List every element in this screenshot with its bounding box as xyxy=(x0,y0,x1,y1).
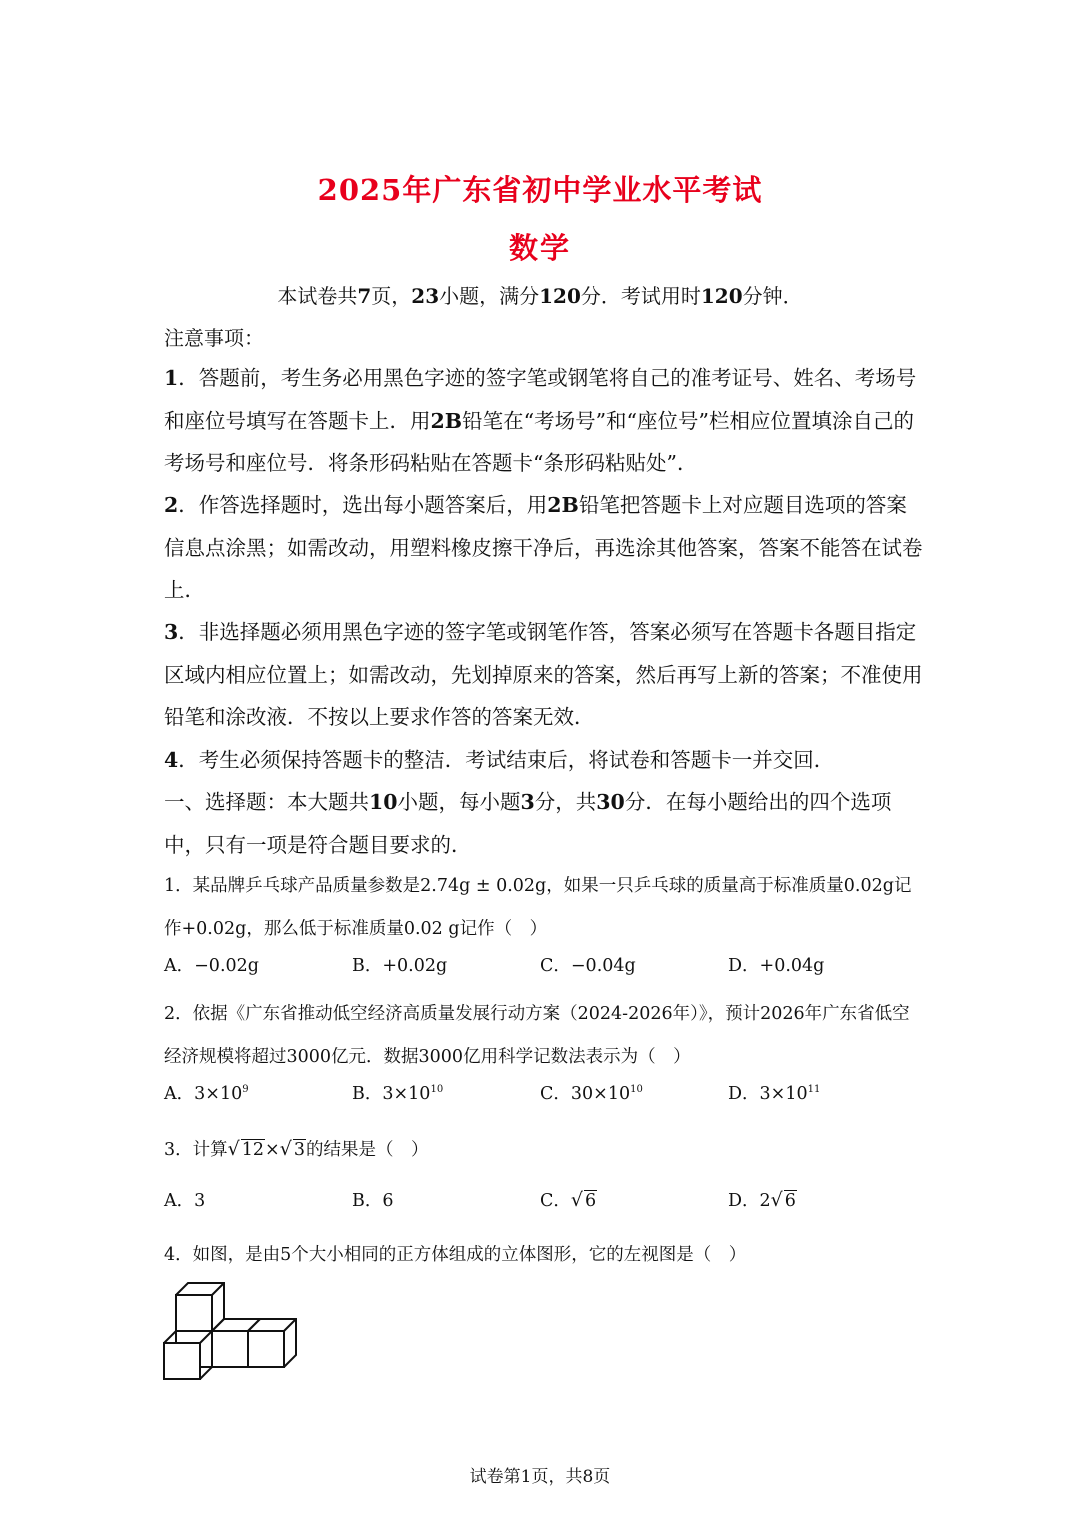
q-text: 记作（ ） xyxy=(459,918,548,939)
option-a xyxy=(164,1080,249,1105)
item-number: 4 xyxy=(164,748,179,772)
item-text: ．非选择题必须用黑色字迹的签字笔或钢笔作答，答案必须写在答题卡各题目指定区域内相应位置上；如需改动，先划掉原来的答案，然后再写上新的答案；不准使用铅笔和涂改液．不按以上要求作答的答案无效． xyxy=(164,620,923,729)
option-base: 3×10 xyxy=(382,1084,431,1104)
page-footer: 试卷第1页，共8页 xyxy=(469,1467,611,1487)
option-c xyxy=(540,952,636,977)
option-base: 3×10 xyxy=(759,1084,808,1104)
option-exponent: 10 xyxy=(430,1084,444,1095)
q-text: 记作 xyxy=(164,876,912,939)
cube-front xyxy=(164,1331,212,1379)
sqrt-icon: √ xyxy=(279,1138,292,1160)
sqrt-icon: √ xyxy=(227,1138,240,1160)
option-label: D． xyxy=(728,956,760,976)
subject-title: 数学 xyxy=(508,231,571,265)
option-b xyxy=(352,952,447,977)
item-text: ．作答选择题时，选出每小题答案后，用 xyxy=(178,493,548,517)
notice-item-2 xyxy=(164,484,924,612)
q-text: 1．某品牌乒乓球产品质量参数是 xyxy=(164,876,421,896)
item-number: 1 xyxy=(164,366,179,390)
radicand: 6 xyxy=(585,1191,597,1211)
info-text: 小题，满分 xyxy=(439,284,540,308)
question-2: 2．依据《广东省推动低空经济高质量发展行动方案（2024-2026年）》，预计2026年广东省低空经济规模将超过3000亿元．数据3000亿用科学记数法表示为（ ） xyxy=(164,1004,910,1067)
notice-item-3 xyxy=(164,611,924,739)
option-label: C． xyxy=(540,1191,571,1211)
question-1 xyxy=(164,865,924,950)
option-base: 3×10 xyxy=(194,1084,243,1104)
option-value: +0.04g xyxy=(759,956,825,976)
question-1-options xyxy=(164,952,924,994)
option-label: D． xyxy=(728,1084,760,1104)
info-text: 分钟． xyxy=(742,284,803,308)
question-2-options xyxy=(164,1080,924,1122)
section-text: 分．在每小题给出的四个选项中，只有一项是符合题目要求的． xyxy=(164,790,892,857)
option-label: D． xyxy=(728,1191,760,1211)
q-text: ，如果一只乒乓球的质量高于标准质量 xyxy=(546,876,844,896)
q-text: ，那么低于标准质量 xyxy=(246,918,404,939)
option-label: C． xyxy=(540,956,571,976)
q-math: 2.74g ± 0.02g xyxy=(420,876,547,896)
item-text: 铅笔在“考场号”和“座位号”栏相应位置填涂自己的考场号和座位号．将条形码粘贴在答题卡“条形码粘贴处”． xyxy=(164,408,915,475)
question-4: 4．如图，是由5个大小相同的正方体组成的立体图形，它的左视图是（ ） xyxy=(164,1245,747,1265)
section-count: 10 xyxy=(369,790,398,814)
sqrt-icon: √ xyxy=(570,1189,583,1211)
q-math: 0.02 g xyxy=(403,918,460,939)
item-text: ．答题前，考生务必用黑色字迹的签字笔或钢笔将自己的准考证号、姓名、考场号和座位号填写在答题卡上．用 xyxy=(164,366,917,433)
option-a xyxy=(164,952,259,977)
radicand: 6 xyxy=(784,1191,796,1211)
option-c xyxy=(540,1187,597,1212)
option-d xyxy=(728,1080,820,1105)
option-base: 30×10 xyxy=(570,1084,631,1104)
option-value: +0.02g xyxy=(382,956,448,976)
radicand: 3 xyxy=(293,1140,305,1160)
times-sign: × xyxy=(265,1140,280,1160)
exam-info xyxy=(0,280,1080,309)
section-text: 分，共 xyxy=(534,790,597,814)
option-label: C． xyxy=(540,1084,571,1104)
q-math: +0.02g xyxy=(181,918,247,939)
info-score: 120 xyxy=(539,284,581,308)
notice-item-4 xyxy=(164,739,924,782)
option-label: B． xyxy=(352,956,383,976)
item-pencil: 2B xyxy=(430,408,463,433)
notice-heading: 注意事项： xyxy=(164,326,264,350)
info-minutes: 120 xyxy=(700,284,743,308)
option-value: 3 xyxy=(194,1191,206,1211)
q-text: 的结果是（ ） xyxy=(305,1140,429,1160)
q-math: 0.02g xyxy=(843,876,894,896)
notice-item-1 xyxy=(164,357,924,485)
option-label: B． xyxy=(352,1084,383,1104)
info-pages: 7 xyxy=(357,284,372,308)
item-text: ．考生必须保持答题卡的整洁．考试结束后，将试卷和答题卡一并交回． xyxy=(178,748,835,772)
option-label: A． xyxy=(164,956,195,976)
q-text: 3．计算 xyxy=(164,1140,228,1160)
option-b xyxy=(352,1187,394,1212)
section-total: 30 xyxy=(596,790,625,814)
section-text: 小题，每小题 xyxy=(397,790,521,814)
option-c xyxy=(540,1080,643,1105)
option-label: B． xyxy=(352,1191,383,1211)
option-exponent: 9 xyxy=(242,1084,249,1095)
info-questions: 23 xyxy=(411,284,440,308)
option-exponent: 10 xyxy=(630,1084,643,1095)
cube-figure xyxy=(160,1280,305,1390)
option-d xyxy=(728,1187,797,1212)
section-1-heading xyxy=(164,781,924,866)
sqrt-icon: √ xyxy=(770,1189,783,1211)
info-text: 页， xyxy=(371,284,412,308)
option-value: −0.02g xyxy=(194,956,259,976)
option-label: A． xyxy=(164,1191,195,1211)
info-text: 分．考试用时 xyxy=(580,284,701,308)
cube-top xyxy=(176,1283,224,1331)
option-a xyxy=(164,1187,205,1212)
question-3-options xyxy=(164,1187,924,1229)
option-d xyxy=(728,952,824,977)
item-text: 铅笔把答题卡上对应题目选项的答案信息点涂黑；如需改动，用塑料橡皮擦干净后，再选涂其他答案，答案不能答在试卷上． xyxy=(164,493,923,602)
option-exponent: 11 xyxy=(807,1084,821,1095)
question-3 xyxy=(164,1128,924,1172)
cube-back-right xyxy=(248,1319,296,1367)
item-pencil: 2B xyxy=(547,493,579,517)
section-text: 一、选择题：本大题共 xyxy=(164,790,369,814)
exam-title: 2025年广东省初中学业水平考试 xyxy=(317,173,763,207)
radicand: 12 xyxy=(241,1140,265,1160)
option-value: 6 xyxy=(382,1191,394,1211)
option-label: A． xyxy=(164,1084,195,1104)
option-b xyxy=(352,1080,443,1105)
item-number: 2 xyxy=(164,493,179,517)
section-each: 3 xyxy=(520,790,535,814)
info-text: 本试卷共 xyxy=(277,284,358,308)
item-number: 3 xyxy=(164,620,179,644)
option-coefficient: 2 xyxy=(759,1191,771,1211)
option-value: −0.04g xyxy=(570,956,636,976)
